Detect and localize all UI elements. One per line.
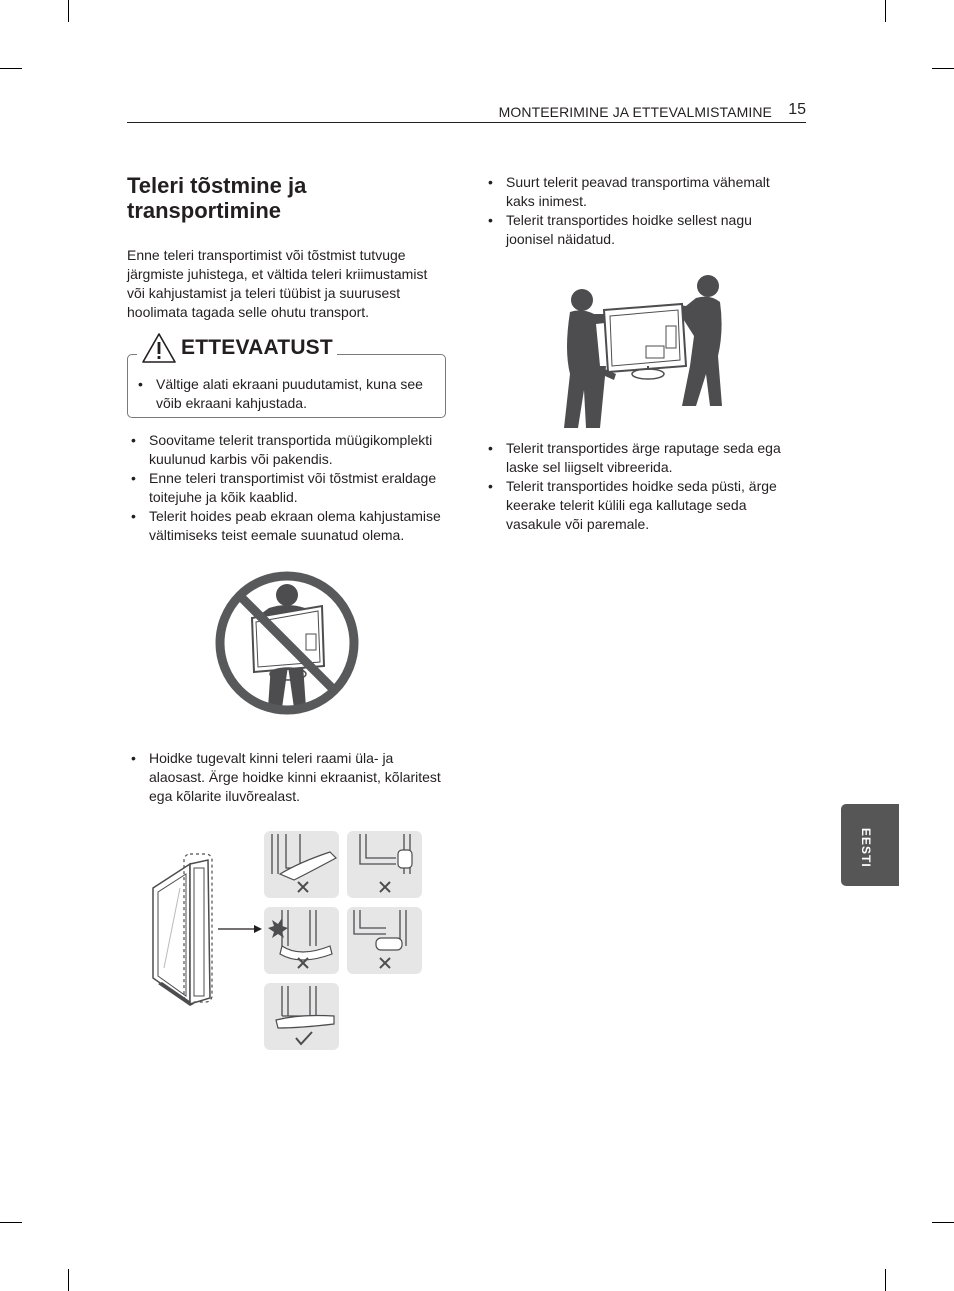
prohibited-single-carry-illustration [214,570,360,716]
two-person-carry-illustration [560,270,726,430]
crop-mark [0,68,22,69]
bullet-list [484,173,794,249]
caution-list [134,375,440,413]
list-item: • Vältige alati ekraani puudutamist, kuna see võib ekraani kahjustada. [134,375,440,413]
grip-panel-wrong [264,907,339,974]
list-item: • Telerit transportides ärge raputage seda ega laske sel liigselt vibreerida. [484,439,794,477]
crop-mark [68,0,69,22]
intro-paragraph: Enne teleri transportimist või tõstmist tutvuge järgmiste juhistega, et vältida teleri kriimustamist või kahjustamist ja teleri tüübist ja suurusest hoolimata tagada selle ohutu transport. [127,247,428,320]
page-heading: Teleri tõstmine ja transportimine [127,173,307,223]
caution-header [137,332,337,364]
warning-triangle-icon [141,332,177,364]
section-title: MONTEERIMINE JA ETTEVALMISTAMINE [498,104,772,120]
grip-panel-wrong [347,831,422,898]
list-item: • Telerit transportides hoidke seda püsti, ärge keerake telerit külili ega kallutage seda vasakule või paremale. [484,477,794,534]
header-rule [127,122,806,123]
tv-grip-illustration [150,828,426,1054]
grip-panel-correct [264,983,339,1050]
list-item: • Suurt telerit peavad transportima vähemalt kaks inimest. [484,173,794,211]
bullet-list [127,749,452,806]
bullet-list [127,431,452,545]
caution-label: ETTEVAATUST [181,336,333,359]
grip-panel-wrong [264,831,339,898]
crop-mark [932,68,954,69]
crop-mark [885,1269,886,1291]
language-tab [841,804,899,886]
running-header [127,101,806,123]
crop-mark [0,1222,22,1223]
list-item: • Telerit hoides peab ekraan olema kahjustamise vältimiseks teist eemale suunatud olema. [127,507,452,545]
bullet-list [484,439,794,534]
list-item: • Soovitame telerit transportida müügikomplekti kuulunud karbis või pakendis. [127,431,452,469]
list-item: • Enne teleri transportimist või tõstmist eraldage toitejuhe ja kõik kaablid. [127,469,452,507]
crop-mark [68,1269,69,1291]
language-tab-label: EESTI [859,828,873,868]
crop-mark [932,1222,954,1223]
crop-mark [885,0,886,22]
list-item: • Telerit transportides hoidke sellest nagu joonisel näidatud. [484,211,794,249]
page-number: 15 [788,101,806,118]
grip-panel-wrong [347,907,422,974]
list-item: • Hoidke tugevalt kinni teleri raami üla- ja alaosast. Ärge hoidke kinni ekraanist, kõlaritest ega kõlarite iluvõrealast. [127,749,452,806]
